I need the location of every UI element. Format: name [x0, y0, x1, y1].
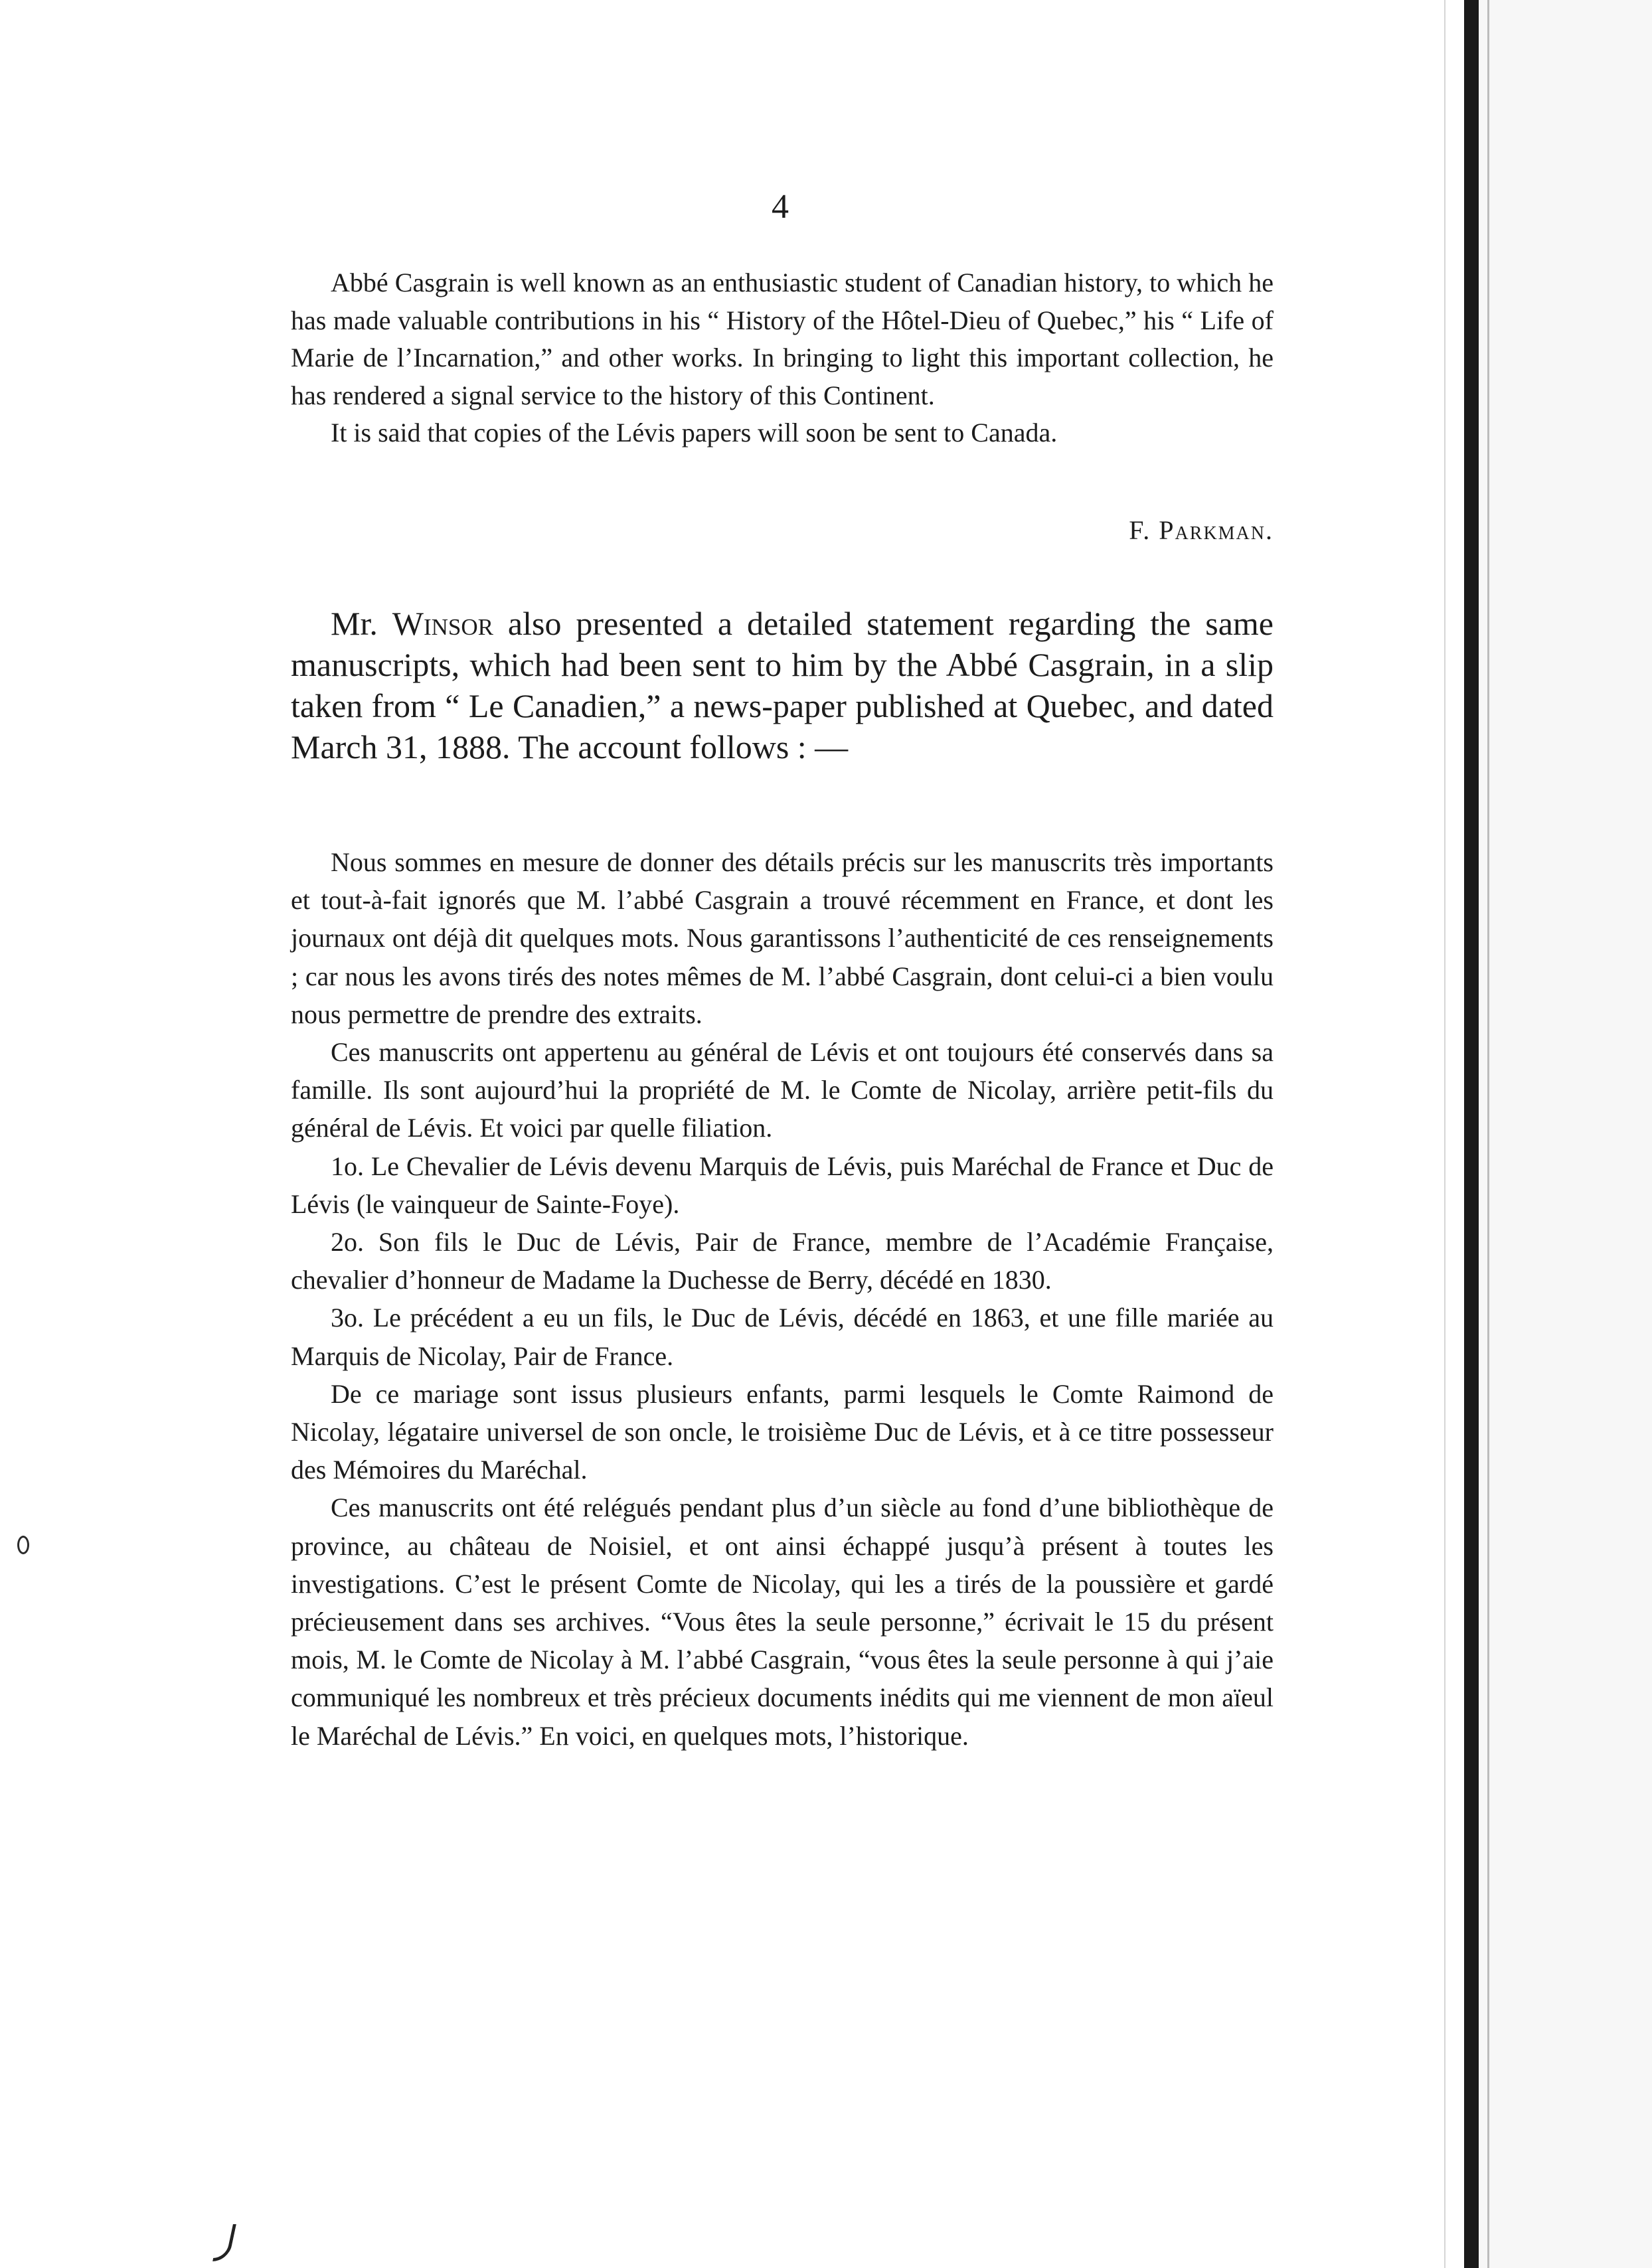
- page-number: 4: [772, 188, 789, 226]
- french-article: [291, 843, 1274, 1755]
- french-paragraph: Ces manuscrits ont appertenu au général de Lévis et ont toujours été conservés dans sa famille. Ils sont aujourd’hui la propriété de M. le Comte de Nicolay, arrière petit-fils du général de Lévis. Et voici par quelle filiation.: [291, 1037, 1274, 1143]
- scan-artifact-mark: [17, 1536, 29, 1554]
- french-paragraph: Nous sommes en mesure de donner des détails précis sur les manuscrits très importants et tout-à-fait ignorés que M. l’abbé Casgrain a trouvé récemment en France, et dont les journaux ont déjà dit quelques mots. Nous garantissons l’authenticité de ces renseignements ; car nous les avons tirés des notes mêmes de M. l’abbé Casgrain, dont celui-ci a bien voulu nous permettre de prendre des extraits.: [291, 847, 1274, 1029]
- french-paragraph: De ce mariage sont issus plusieurs enfants, parmi lesquels le Comte Raimond de Nicolay, légataire universel de son oncle, le troisième Duc de Lévis, et à ce titre possesseur des Mémoires du Maréchal.: [291, 1378, 1274, 1485]
- letter-paragraph: Abbé Casgrain is well known as an enthusiastic student of Canadian history, to which he has made valuable contributions in his “ History of the Hôtel-Dieu of Quebec,” his “ Life of Marie de l’Incarnation,” and other works. In bringing to light this important collection, he has rendered a signal service to the history of this Continent.: [291, 268, 1274, 410]
- french-paragraph: 1o. Le Chevalier de Lévis devenu Marquis de Lévis, puis Maréchal de France et Duc de Lévis (le vainqueur de Sainte-Foye).: [291, 1151, 1274, 1219]
- letter-paragraph: It is said that copies of the Lévis papers will soon be sent to Canada.: [331, 418, 1058, 447]
- scan-artifact-hook: [212, 2224, 236, 2261]
- signature-name: Parkman.: [1159, 515, 1274, 545]
- facing-page-margin: [1479, 0, 1652, 2268]
- page-fold-line: [1444, 0, 1446, 2268]
- facing-page-edge-shadow: [1464, 0, 1479, 2268]
- french-paragraph: Ces manuscrits ont été relégués pendant plus d’un siècle au fond d’une bibliothèque de province, au château de Noisiel, et ont ainsi échappé jusqu’à présent à toutes les investigations. C’est le présent Comte de Nicolay, qui les a tirés de la poussière et gardé précieusement dans ses archives. “Vous êtes la seule personne,” écrivait le 15 du présent mois, M. le Comte de Nicolay à M. l’abbé Casgrain, “vous êtes la seule personne à qui j’aie communiqué les nombreux et très précieux documents inédits qui me viennent de mon aïeul le Maréchal de Lévis.” En voici, en quelques mots, l’historique.: [291, 1493, 1274, 1751]
- letter-text: [291, 264, 1274, 452]
- french-paragraph: 3o. Le précédent a eu un fils, le Duc de Lévis, décédé en 1863, et une fille mariée au Marquis de Nicolay, Pair de France.: [291, 1303, 1274, 1371]
- intro-text: also presented a detailed statement regarding the same manuscripts, which had been sent to him by the Abbé Casgrain, in a slip taken from “ Le Canadien,” a news-paper published at Quebec, and dated March 31, 1888. The account follows : —: [291, 605, 1274, 766]
- intro-name: Winsor: [392, 605, 493, 642]
- facing-page-rule: [1487, 0, 1489, 2268]
- intro-paragraph: [291, 603, 1274, 768]
- letter-signature: [996, 515, 1274, 546]
- intro-prefix: Mr.: [331, 605, 392, 642]
- french-paragraph: 2o. Son fils le Duc de Lévis, Pair de France, membre de l’Académie Française, chevalier d’honneur de Madame la Duchesse de Berry, décédé en 1830.: [291, 1227, 1274, 1295]
- intro-statement: [291, 603, 1274, 768]
- signature-initial: F.: [1129, 515, 1151, 545]
